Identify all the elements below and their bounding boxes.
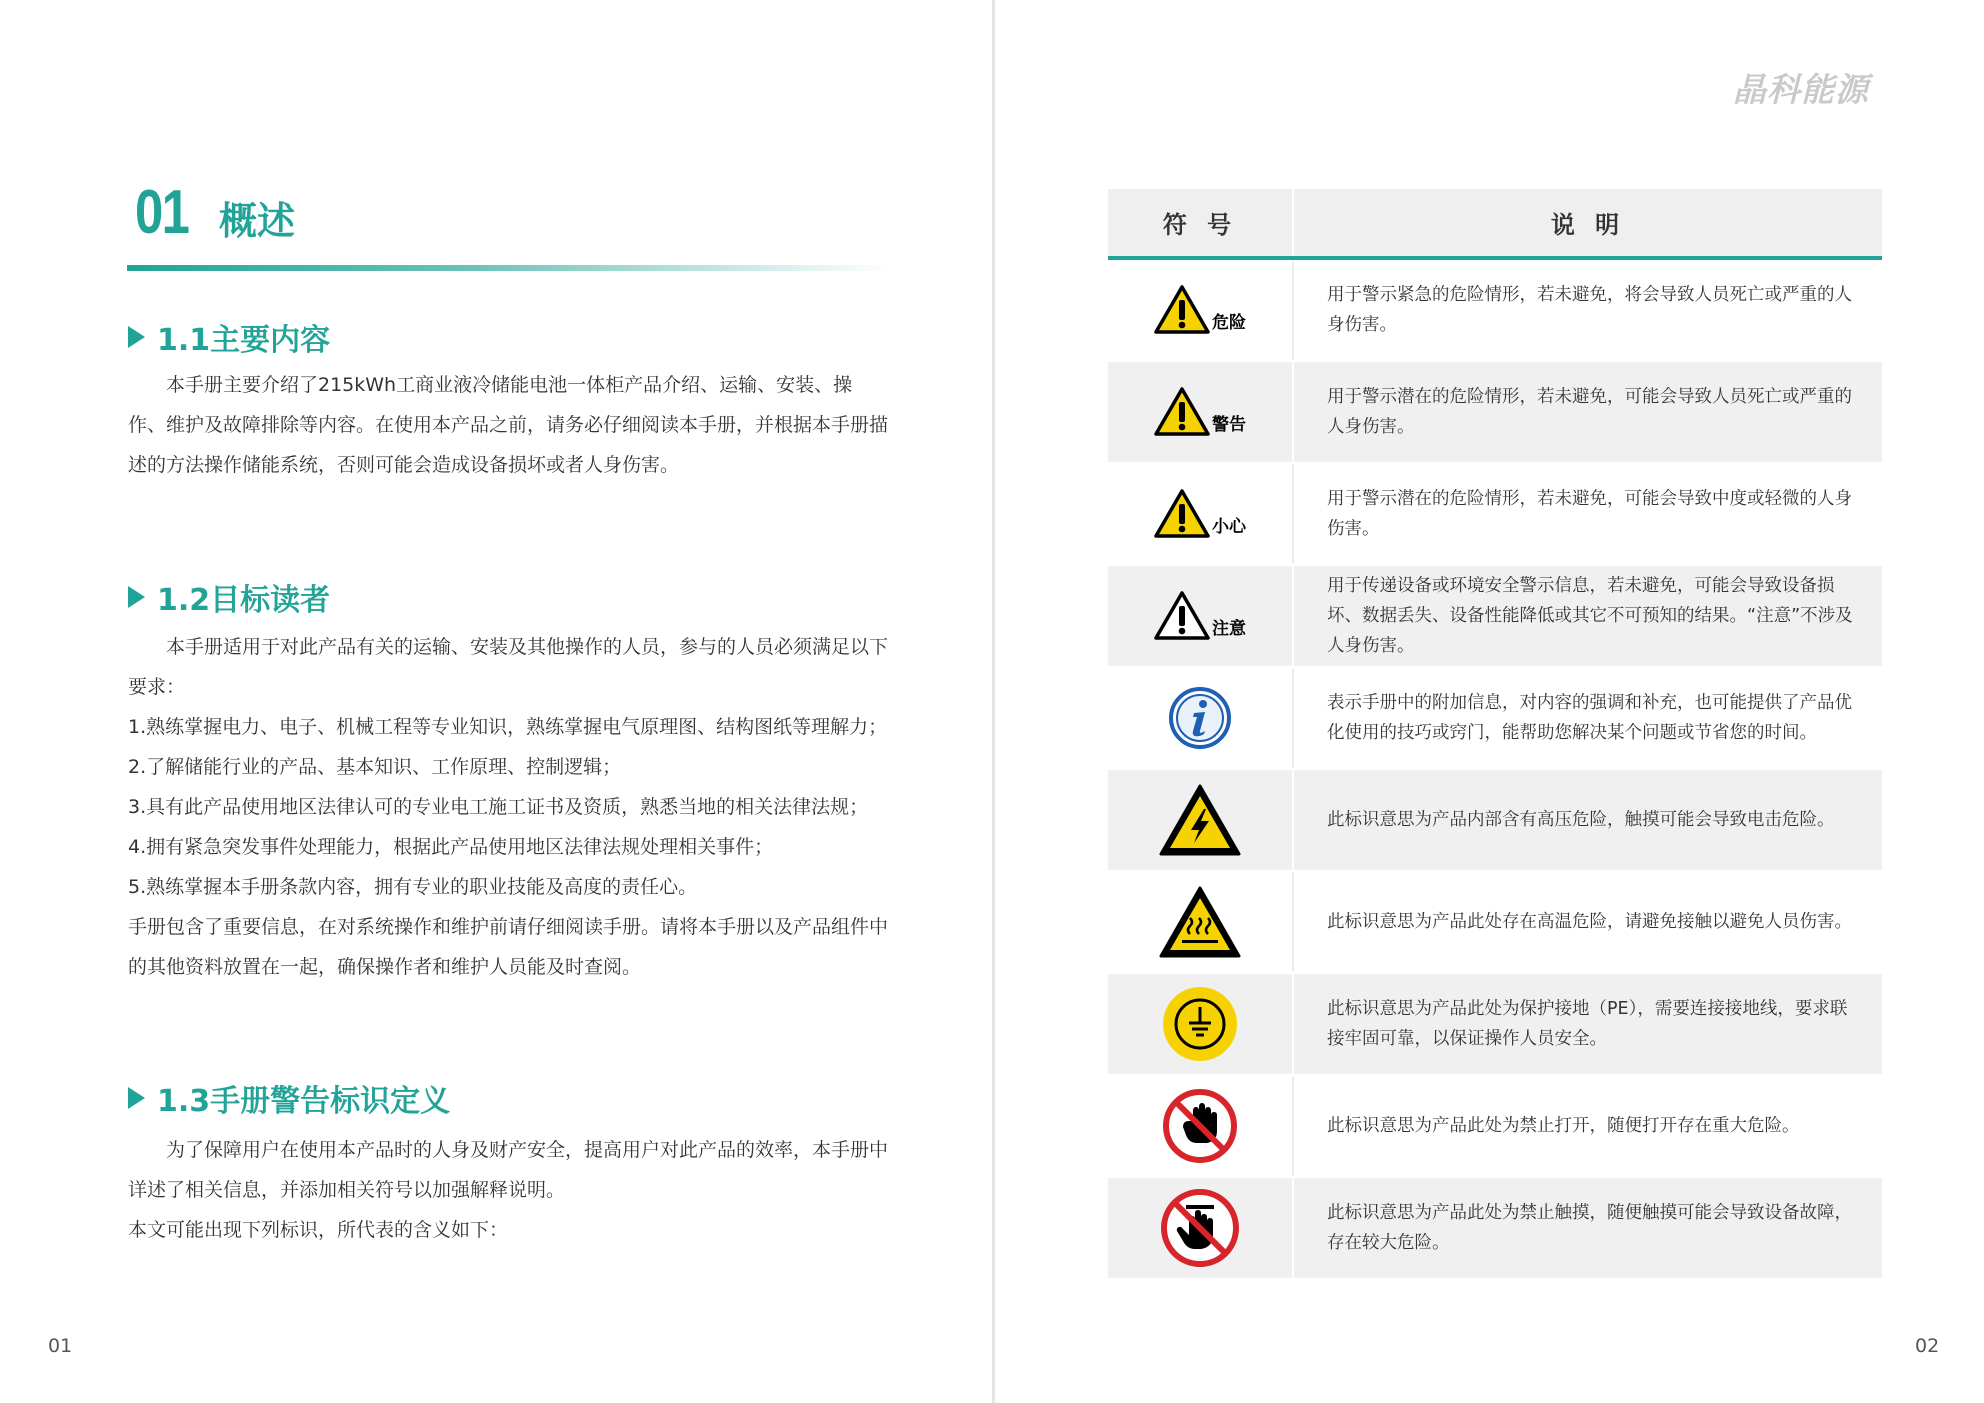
table-header	[1108, 189, 1882, 260]
chapter-heading	[135, 180, 895, 265]
requirement-item: 5.熟练掌握本手册条款内容，拥有专业的职业技能及高度的责任心。	[128, 876, 698, 898]
section-heading	[128, 317, 888, 357]
table-row	[1108, 566, 1882, 668]
table-row	[1108, 974, 1882, 1076]
description-cell: 此标识意思为产品内部含有高压危险，触摸可能会导致电击危险。	[1327, 810, 1835, 830]
paragraph: 为了保障用户在使用本产品时的人身及财产安全，提高用户对此产品的效率，本手册中详述了相关信息，并添加相关符号以加强解释说明。	[128, 1139, 889, 1201]
description-cell: 用于警示紧急的危险情形，若未避免，将会导致人员死亡或严重的人身伤害。	[1327, 285, 1852, 335]
triangle-bullet-icon	[128, 1087, 145, 1109]
warning-word: 小心	[1212, 517, 1246, 537]
symbol-cell	[1108, 974, 1294, 1074]
table-row	[1108, 770, 1882, 872]
no-opening-icon	[1161, 1087, 1239, 1165]
table-row	[1108, 362, 1882, 464]
paragraph: 本手册适用于对此产品有关的运输、安装及其他操作的人员，参与的人员必须满足以下要求：	[128, 636, 889, 698]
hot-surface-icon	[1158, 885, 1242, 959]
description-cell: 此标识意思为产品此处为禁止触摸，随便触摸可能会导致设备故障，存在较大危险。	[1327, 1203, 1852, 1253]
description-cell: 此标识意思为产品此处为禁止打开，随便打开存在重大危险。	[1327, 1116, 1800, 1136]
requirement-item: 2.了解储能行业的产品、基本知识、工作原理、控制逻辑；	[128, 756, 622, 778]
description-cell: 用于警示潜在的危险情形，若未避免，可能会导致人员死亡或严重的人身伤害。	[1327, 387, 1852, 437]
section-title: 1.1主要内容	[157, 323, 331, 358]
section-warning-definitions	[128, 1078, 888, 1250]
description-cell: 此标识意思为产品此处存在高温危险，请避免接触以避免人员伤害。	[1327, 912, 1852, 932]
warning-word: 危险	[1212, 313, 1246, 333]
section-title: 1.3手册警告标识定义	[157, 1084, 451, 1119]
warning-word: 警告	[1212, 415, 1246, 435]
description-cell: 表示手册中的附加信息，对内容的强调和补充，也可能提供了产品优化使用的技巧或窍门，能帮助您解决某个问题或节省您的时间。	[1327, 693, 1852, 743]
table-row	[1108, 260, 1882, 362]
high-voltage-icon	[1158, 783, 1242, 857]
warning-icon	[1154, 387, 1210, 437]
symbol-cell	[1108, 362, 1294, 462]
notice-icon	[1154, 591, 1210, 641]
symbol-cell	[1108, 464, 1294, 564]
table-row	[1108, 668, 1882, 770]
table-row	[1108, 872, 1882, 974]
brand-logo: 晶科能源	[1733, 70, 1869, 109]
requirement-item: 1.熟练掌握电力、电子、机械工程等专业知识，熟练掌握电气原理图、结构图纸等理解力；	[128, 716, 888, 738]
symbol-cell	[1108, 1178, 1294, 1278]
header-description: 说 明	[1550, 211, 1626, 239]
section-target-readers	[128, 577, 888, 987]
page-number: 01	[48, 1335, 73, 1357]
section-heading	[128, 1078, 888, 1118]
chapter-title: 概述	[219, 199, 296, 243]
description-cell: 此标识意思为产品此处为保护接地（PE），需要连接接地线，要求联接牢固可靠，以保证操作人员安全。	[1327, 999, 1848, 1049]
symbol-table	[1108, 189, 1882, 1280]
symbol-cell	[1108, 872, 1294, 972]
info-icon	[1168, 686, 1232, 750]
danger-warning-icon	[1154, 285, 1210, 335]
paragraph: 本手册主要介绍了215kWh工商业液冷储能电池一体柜产品介绍、运输、安装、操作、维护及故障排除等内容。在使用本产品之前，请务必仔细阅读本手册，并根据本手册描述的方法操作储能系统，否则可能会造成设备损坏或者人身伤害。	[128, 374, 889, 476]
section-title: 1.2目标读者	[157, 583, 331, 618]
no-touch-icon	[1159, 1187, 1241, 1269]
symbol-cell	[1108, 1076, 1294, 1176]
paragraph: 本文可能出现下列标识，所代表的含义如下：	[128, 1219, 509, 1241]
section-heading	[128, 577, 888, 617]
protective-earth-icon	[1161, 985, 1239, 1063]
requirement-item: 3.具有此产品使用地区法律认可的专业电工施工证书及资质，熟悉当地的相关法律法规；	[128, 796, 869, 818]
triangle-bullet-icon	[128, 586, 145, 608]
section-main-content	[128, 317, 888, 485]
page-number: 02	[1915, 1335, 1940, 1357]
description-cell: 用于传递设备或环境安全警示信息，若未避免，可能会导致设备损坏、数据丢失、设备性能降低或其它不可预知的结果。“注意”不涉及人身伤害。	[1327, 576, 1853, 656]
header-symbol: 符 号	[1108, 189, 1294, 256]
symbol-cell	[1108, 566, 1294, 666]
chapter-number: 01	[135, 178, 189, 247]
requirement-item: 4.拥有紧急突发事件处理能力，根据此产品使用地区法律法规处理相关事件；	[128, 836, 774, 858]
chapter-underline	[127, 265, 892, 271]
triangle-bullet-icon	[128, 326, 145, 348]
warning-word: 注意	[1212, 619, 1246, 639]
symbol-cell	[1108, 668, 1294, 768]
table-row	[1108, 464, 1882, 566]
symbol-cell	[1108, 770, 1294, 870]
table-row	[1108, 1178, 1882, 1280]
description-cell: 用于警示潜在的危险情形，若未避免，可能会导致中度或轻微的人身伤害。	[1327, 489, 1852, 539]
table-row	[1108, 1076, 1882, 1178]
caution-icon	[1154, 489, 1210, 539]
symbol-cell	[1108, 260, 1294, 360]
paragraph: 手册包含了重要信息，在对系统操作和维护前请仔细阅读手册。请将本手册以及产品组件中的其他资料放置在一起，确保操作者和维护人员能及时查阅。	[128, 916, 889, 978]
